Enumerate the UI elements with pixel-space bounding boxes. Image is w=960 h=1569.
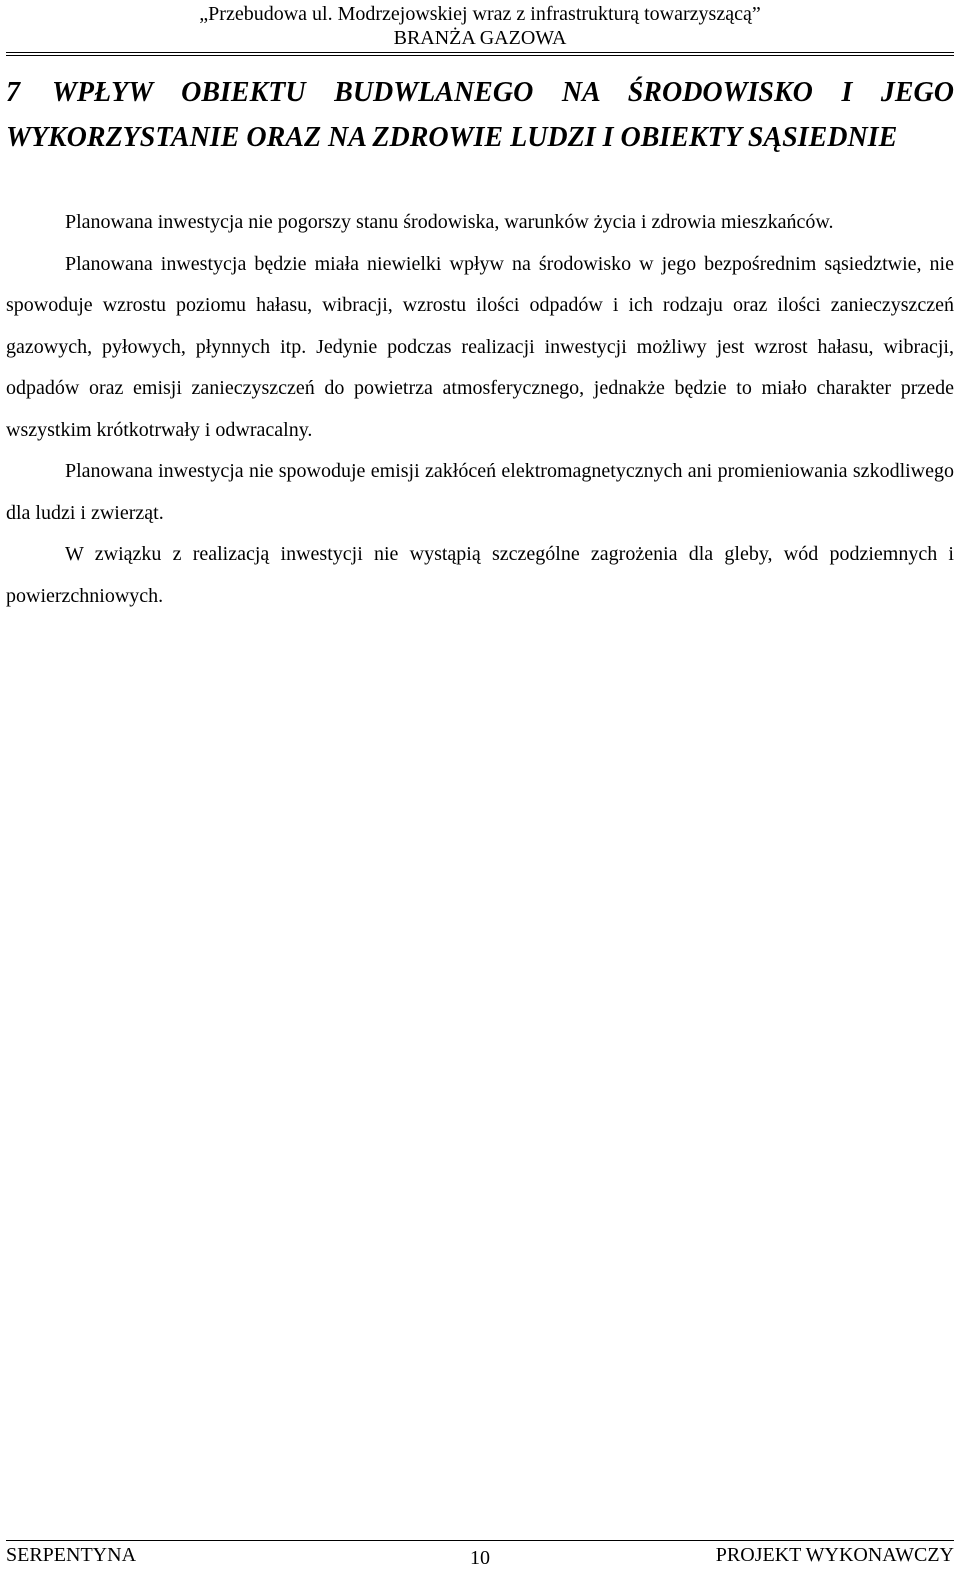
section-number: 7 [6,77,20,108]
header-divider-top [6,52,954,53]
document-body [6,202,954,617]
project-stage: PROJEKT WYKONAWCZY [715,1544,954,1566]
section-title: WPŁYW OBIEKTU BUDWLANEGO NA ŚRODOWISKO I JEGO WYKORZYSTANIE ORAZ NA ZDROWIE LUDZI I OBIEKTY SĄSIEDNIE [6,77,954,153]
page-number: 10 [470,1547,490,1569]
page-header [0,2,960,50]
paragraph: Planowana inwestycja nie spowoduje emisji zakłóceń elektromagnetycznych ani promieniowania szkodliwego dla ludzi i zwierząt. [6,460,954,524]
footer-divider [6,1540,954,1541]
paragraph: Planowana inwestycja będzie miała niewielki wpływ na środowisko w jego bezpośrednim sąsiedztwie, nie spowoduje wzrostu poziomu hałasu, wibracji, wzrostu ilości odpadów i ich rodzaju oraz ilości zanieczyszczeń gazowych, pyłowych, płynnych itp. Jedynie podczas realizacji inwestycji możliwy jest wzrost hałasu, wibracji, odpadów oraz emisji zanieczyszczeń do powietrza atmosferycznego, jednakże będzie to miało charakter przede wszystkim krótkotrwały i odwracalny. [6,252,954,441]
company-name: SERPENTYNA [6,1544,137,1566]
paragraph: W związku z realizacją inwestycji nie wystąpią szczególne zagrożenia dla gleby, wód podziemnych i powierzchniowych. [6,543,954,607]
page-footer [6,1544,954,1568]
project-title: „Przebudowa ul. Modrzejowskiej wraz z infrastrukturą towarzyszącą” [199,3,761,25]
discipline-label: BRANŻA GAZOWA [393,27,567,49]
section-heading [6,70,954,160]
paragraph: Planowana inwestycja nie pogorszy stanu środowiska, warunków życia i zdrowia mieszkańców. [65,211,834,233]
header-divider-bottom [6,55,954,56]
